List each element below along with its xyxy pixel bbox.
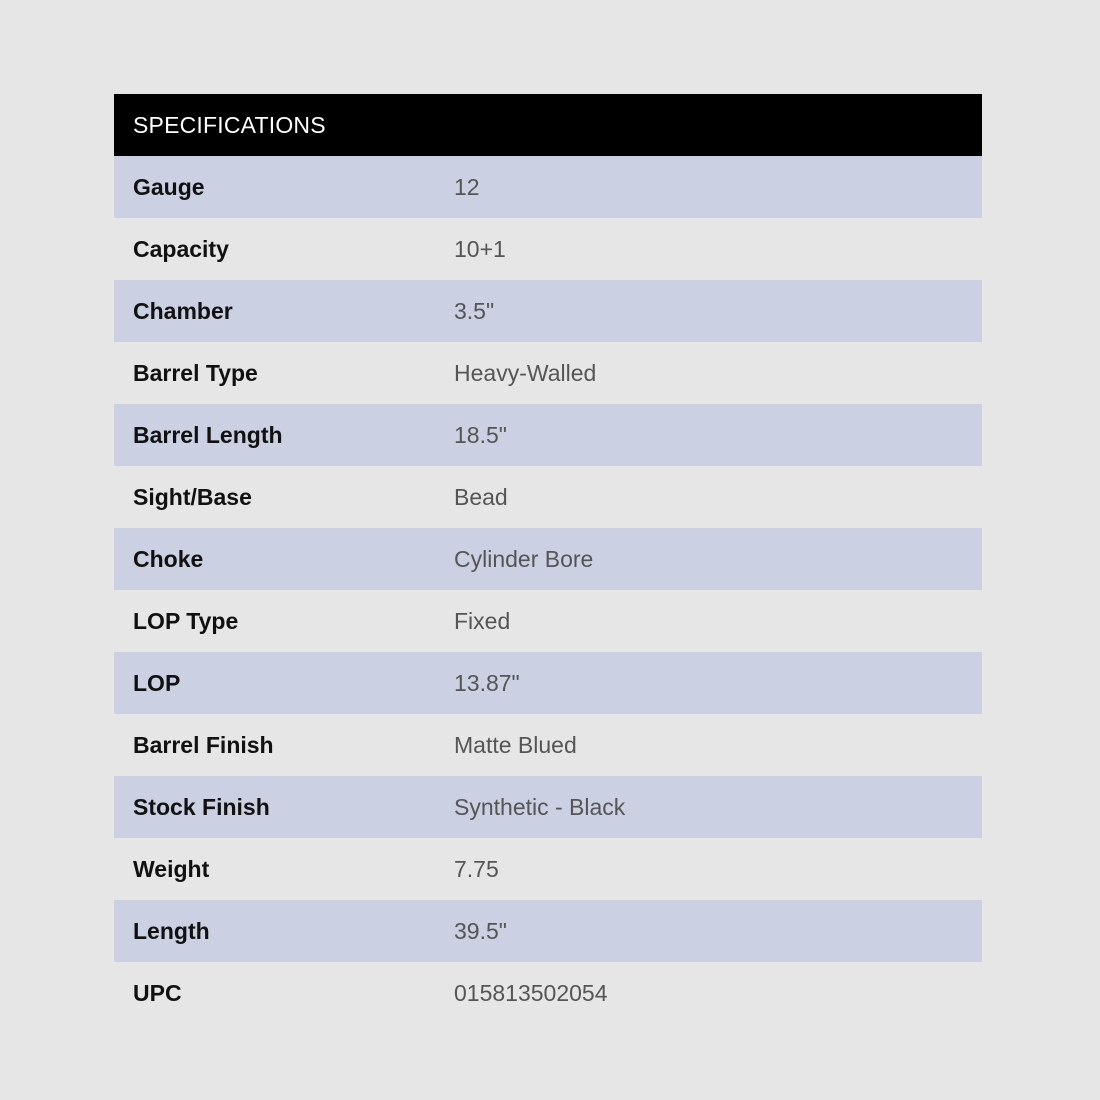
spec-value: Cylinder Bore xyxy=(454,545,594,572)
spec-label: Stock Finish xyxy=(133,793,270,820)
spec-value: 10+1 xyxy=(454,235,506,262)
spec-row-chamber xyxy=(114,280,982,342)
spec-row-weight xyxy=(114,838,982,900)
spec-value: 7.75 xyxy=(454,855,499,882)
spec-value: Bead xyxy=(454,483,508,510)
spec-label: LOP Type xyxy=(133,607,239,634)
spec-label: Barrel Length xyxy=(133,421,283,448)
spec-row-barrel-finish xyxy=(114,714,982,776)
spec-label: Length xyxy=(133,917,210,944)
spec-value: 13.87" xyxy=(454,669,520,696)
spec-value: Fixed xyxy=(454,607,511,634)
spec-label: Barrel Type xyxy=(133,359,258,386)
spec-row-stock-finish xyxy=(114,776,982,838)
spec-row-barrel-length xyxy=(114,404,982,466)
spec-row-barrel-type xyxy=(114,342,982,404)
spec-value: 39.5" xyxy=(454,917,507,944)
spec-label: Chamber xyxy=(133,297,233,324)
spec-label: Barrel Finish xyxy=(133,731,274,758)
spec-row-upc xyxy=(114,962,982,1024)
spec-value: Heavy-Walled xyxy=(454,359,597,386)
spec-value: Synthetic - Black xyxy=(454,793,626,820)
spec-value: 12 xyxy=(454,173,480,200)
spec-row-lop xyxy=(114,652,982,714)
spec-value: 015813502054 xyxy=(454,979,608,1006)
spec-label: Choke xyxy=(133,545,204,572)
specifications-header: SPECIFICATIONS xyxy=(114,94,982,156)
spec-row-length xyxy=(114,900,982,962)
spec-value: 3.5" xyxy=(454,297,495,324)
spec-row-choke xyxy=(114,528,982,590)
spec-value: Matte Blued xyxy=(454,731,577,758)
spec-label: Sight/Base xyxy=(133,483,252,510)
spec-label: Capacity xyxy=(133,235,229,262)
spec-label: Gauge xyxy=(133,173,205,200)
spec-label: UPC xyxy=(133,979,182,1006)
spec-value: 18.5" xyxy=(454,421,507,448)
spec-row-lop-type xyxy=(114,590,982,652)
spec-label: Weight xyxy=(133,855,210,882)
spec-row-capacity xyxy=(114,218,982,280)
spec-row-sight-base xyxy=(114,466,982,528)
spec-label: LOP xyxy=(133,669,181,696)
spec-row-gauge xyxy=(114,156,982,218)
specifications-table xyxy=(114,94,982,1024)
